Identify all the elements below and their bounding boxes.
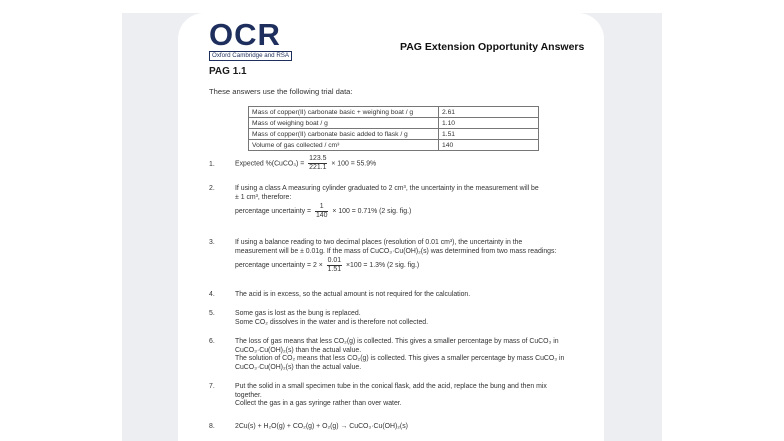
answer-body [235,239,556,276]
table-cell-label: Mass of copper(II) carbonate basic + weighing boat / g [249,107,439,118]
table-cell-value: 2.61 [439,107,539,118]
logo-subtitle: Oxford Cambridge and RSA [209,51,292,61]
fraction-numerator: 123.5 [309,155,327,162]
table-cell-value: 1.10 [439,118,539,129]
answer-line: The acid is in excess, so the actual amount is not required for the calculation. [235,291,471,298]
table-row [249,118,539,129]
answer-line: If using a balance reading to two decimal places (resolution of 0.01 cm³), the uncertainty in the [235,239,523,246]
table-row [249,107,539,118]
table-cell-value: 1.51 [439,129,539,140]
section-heading: PAG 1.1 [209,66,247,77]
answer-line: together. [235,391,262,399]
answer-line: If using a class A measuring cylinder graduated to 2 cm³, the uncertainty in the measurement will be [235,185,539,192]
fraction [315,203,329,220]
fraction-numerator: 1 [315,203,329,212]
answer-number: 4. [209,291,215,298]
answer-body [235,338,564,372]
answer-body [235,291,470,300]
table-cell-label: Mass of weighing boat / g [249,118,439,129]
equation-line [235,256,556,276]
answer-body [235,310,428,327]
answer-line: Some CO₂ dissolves in the water and is therefore not collected. [235,318,429,326]
trial-data-table [248,106,539,151]
table-row [249,129,539,140]
table-cell-label: Volume of gas collected / cm³ [249,140,439,151]
answer-body [235,155,376,172]
fraction-denominator: 221.1 [309,164,327,171]
fraction-numerator: 0.01 [327,256,342,264]
answer-line: CuCO₃·Cu(OH)₂(s) than the actual value. [235,363,362,371]
fraction-denominator: 140 [315,211,328,219]
answer-line: Some gas is lost as the bung is replaced. [235,310,361,317]
fraction-denominator: 1.51 [327,265,342,273]
equation-line [235,202,539,222]
answer-body [235,185,539,222]
intro-text: These answers use the following trial data: [209,87,353,96]
fraction [308,155,327,172]
answer-body [235,423,408,432]
document-title: PAG Extension Opportunity Answers [400,41,585,53]
answer-line: Collect the gas in a gas syringe rather than over water. [235,400,402,408]
answer-line: ± 1 cm³, therefore: [235,193,292,201]
answer-number: 8. [209,423,215,430]
answer-number: 6. [209,338,215,345]
answer-body [235,383,547,409]
answer-number: 7. [209,383,215,390]
table-cell-value: 140 [439,140,539,151]
equation-prefix: percentage uncertainty = [235,208,312,216]
logo-wordmark: OCR [209,17,281,52]
answer-number: 2. [209,185,215,192]
answer-line: CuCO₃·Cu(OH)₂(s) than the actual value. [235,346,362,354]
fraction [327,257,342,274]
answer-line: The loss of gas means that less CO₂(g) is collected. This gives a smaller percentage by mass of CuCO₃ in [235,338,559,345]
answer-number: 1. [209,161,215,168]
equation-prefix: Expected %(CuCO₃) = [235,160,305,168]
answer-line: Put the solid in a small specimen tube in the conical flask, add the acid, replace the bung and then mix [235,383,547,390]
equation-suffix: × 100 = 55.9% [331,160,377,168]
equation-suffix: ×100 = 1.3% (2 sig. fig.) [346,262,420,270]
equation-suffix: × 100 = 0.71% (2 sig. fig.) [332,208,412,216]
answer-line: 2Cu(s) + H₂O(g) + CO₂(g) + O₂(g) → CuCO₃·Cu(OH)₂(s) [235,423,408,430]
ocr-logo [209,17,292,61]
equation-prefix: percentage uncertainty = 2 × [235,262,323,270]
document-page [178,13,604,441]
table-cell-label: Mass of copper(II) carbonate basic added to flask / g [249,129,439,140]
answer-number: 5. [209,310,215,317]
answer-number: 3. [209,239,215,246]
answer-line: The solution of CO₂ means that less CO₂(g) is collected. This gives a smaller percentage by mass CuCO₃ in [235,355,565,363]
answer-line: measurement will be ± 0.01g. If the mass of CuCO₃·Cu(OH)₂(s) was determined from two mass readings: [235,247,557,255]
table-row [249,140,539,151]
